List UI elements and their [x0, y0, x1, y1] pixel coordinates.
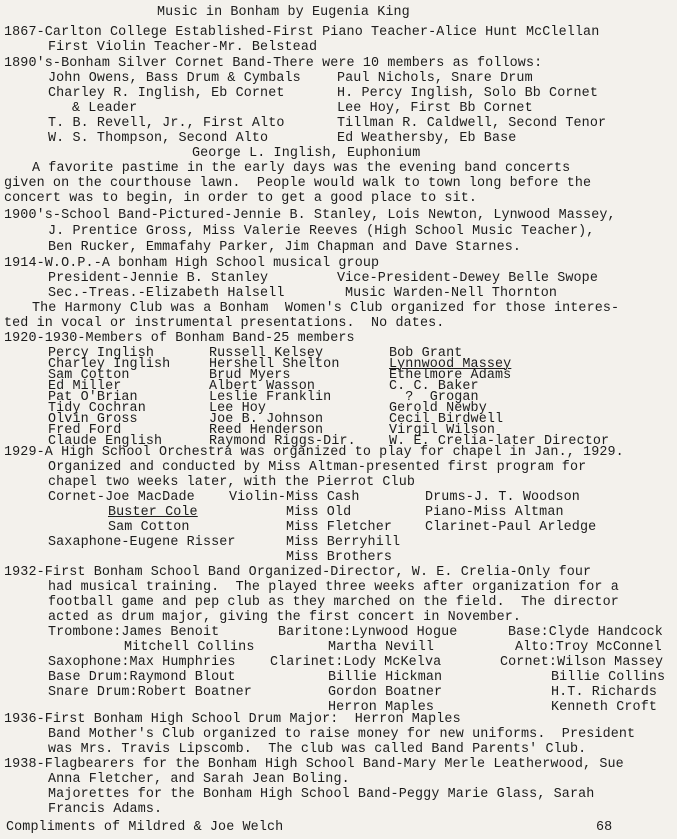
entry-1938-line: Majorettes for the Bonham High School Band-Peggy Marie Glass, Sarah: [48, 787, 595, 802]
entry-1920-heading: 1920-1930-Members of Bonham Band-25 members: [4, 331, 355, 346]
band-member: Pat O'Brian: [48, 390, 138, 405]
entry-1914-heading: 1914-W.O.P.-A bonham High School musical group: [4, 256, 380, 271]
band-member: Clarinet:Lody McKelva: [270, 655, 442, 670]
band-member: Virgil Wilson: [389, 423, 496, 438]
band-member: Percy Inglish: [48, 346, 155, 361]
band-member: Albert Wasson: [209, 379, 316, 394]
band-member-right: Ed Weathersby, Eb Base: [337, 131, 517, 146]
band-member-right: H. Percy Inglish, Solo Bb Cornet: [337, 86, 598, 101]
entry-1938-line: 1938-Flagbearers for the Bonham High School Band-Mary Merle Leatherwood, Sue: [4, 757, 624, 772]
band-member-left: W. S. Thompson, Second Alto: [48, 131, 269, 146]
band-member: Leslie Franklin: [209, 390, 332, 405]
page-number: 68: [596, 820, 613, 835]
band-member-left: Charley R. Inglish, Eb Cornet: [48, 86, 285, 101]
band-member-center: George L. Inglish, Euphonium: [192, 146, 421, 161]
band-member-left: & Leader: [72, 101, 138, 116]
orchestra-member: Piano-Miss Altman: [425, 505, 564, 520]
band-member: Brud Myers: [209, 368, 291, 383]
band-member-right: Paul Nichols, Snare Drum: [337, 71, 533, 86]
orchestra-member: Drums-J. T. Woodson: [425, 490, 580, 505]
band-member: Alto:Troy McConnel: [515, 640, 662, 655]
entry-1932-line: 1932-First Bonham School Band Organized-Director, W. E. Crelia-Only four: [4, 565, 592, 580]
band-member: Billie Collins: [551, 670, 666, 685]
entry-1900-line: J. Prentice Gross, Miss Valerie Reeves (High School Music Teacher),: [48, 224, 595, 239]
orchestra-member: Buster Cole: [108, 505, 198, 520]
entry-1890-heading: 1890's-Bonham Silver Cornet Band-There were 10 members as follows:: [4, 56, 543, 71]
entry-1938-line: Anna Fletcher, and Sarah Jean Boling.: [48, 772, 350, 787]
band-member: Gerold Newby: [389, 401, 487, 416]
band-member: ? Grogan: [389, 390, 479, 405]
band-member: Martha Nevill: [328, 640, 435, 655]
band-member: Cornet:Wilson Massey: [500, 655, 664, 670]
band-member: Joe B. Johnson: [209, 412, 324, 427]
band-member-right: Tillman R. Caldwell, Second Tenor: [337, 116, 607, 131]
orchestra-member: Saxaphone-Eugene Risser: [48, 535, 236, 550]
entry-1938-line: Francis Adams.: [48, 802, 163, 817]
entry-1932-line: football game and pep club as they marched on the field. The director: [48, 595, 619, 610]
paragraph-line: chapel two weeks later, with the Pierrot Club: [48, 475, 416, 490]
band-member: C. C. Baker: [389, 379, 479, 394]
entry-1900-line: Ben Rucker, Emmafahy Parker, Jim Chapman and Dave Starnes.: [48, 240, 522, 255]
orchestra-member: Violin-Miss Cash: [229, 490, 360, 505]
orchestra-member: Miss Old: [286, 505, 352, 520]
band-member: Trombone:James Benoit: [48, 625, 220, 640]
band-member-right: Lee Hoy, First Bb Cornet: [337, 101, 533, 116]
orchestra-member: Clarinet-Paul Arledge: [425, 520, 597, 535]
band-member: Claude English: [48, 434, 163, 449]
band-member: Billie Hickman: [328, 670, 443, 685]
paragraph-line: concert was to begin, in order to get a good place to sit.: [4, 191, 478, 206]
band-member: W. E. Crelia-later Director: [389, 434, 610, 449]
band-member-left: T. B. Revell, Jr., First Alto: [48, 116, 285, 131]
band-member: Olvin Gross: [48, 412, 138, 427]
band-member: Ed Miller: [48, 379, 122, 394]
officer: Music Warden-Nell Thornton: [345, 286, 558, 301]
band-member: Mitchell Collins: [124, 640, 255, 655]
band-member: Cecil Birdwell: [389, 412, 504, 427]
entry-1867-line: 1867-Carlton College Established-First Piano Teacher-Alice Hunt McClellan: [4, 25, 600, 40]
paragraph-line: Organized and conducted by Miss Altman-presented first program for: [48, 460, 587, 475]
band-member: Ethelmore Adams: [389, 368, 512, 383]
entry-1929-heading: 1929-A High School Orchestra was organized to play for chapel in Jan., 1929.: [4, 445, 624, 460]
band-member-left: John Owens, Bass Drum & Cymbals: [48, 71, 301, 86]
officer: President-Jennie B. Stanley: [48, 271, 269, 286]
orchestra-member: Miss Brothers: [286, 550, 393, 565]
band-member: Russell Kelsey: [209, 346, 324, 361]
entry-1936-line: 1936-First Bonham High School Drum Major: Herron Maples: [4, 712, 461, 727]
footer-compliments: Compliments of Mildred & Joe Welch: [6, 820, 284, 835]
band-member: Hershell Shelton: [209, 357, 340, 372]
band-member: Saxophone:Max Humphries: [48, 655, 236, 670]
orchestra-member: Miss Berryhill: [286, 535, 401, 550]
band-member: Charley Inglish: [48, 357, 171, 372]
orchestra-member: Cornet-Joe MacDade: [48, 490, 195, 505]
band-member: Gordon Boatner: [328, 685, 443, 700]
band-member: Baritone:Lynwood Hogue: [278, 625, 458, 640]
band-member: Reed Henderson: [209, 423, 324, 438]
band-member: Tidy Cochran: [48, 401, 146, 416]
paragraph-line: A favorite pastime in the early days was the evening band concerts: [32, 161, 571, 176]
paragraph-line: given on the courthouse lawn. People would walk to town long before the: [4, 176, 592, 191]
band-member: Herron Maples: [328, 700, 435, 715]
entry-1867-line: First Violin Teacher-Mr. Belstead: [48, 40, 318, 55]
officer: Sec.-Treas.-Elizabeth Halsell: [48, 286, 285, 301]
entry-1932-line: acted as drum major, giving the first concert in November.: [48, 610, 522, 625]
band-member: Sam Cotton: [48, 368, 130, 383]
entry-1936-line: was Mrs. Travis Lipscomb. The club was called Band Parents' Club.: [48, 742, 587, 757]
band-member: Kenneth Croft: [551, 700, 658, 715]
band-member: H.T. Richards: [551, 685, 658, 700]
band-member: Base Drum:Raymond Blout: [48, 670, 236, 685]
entry-1932-line: had musical training. The played three weeks after organization for a: [48, 580, 619, 595]
band-member: Lee Hoy: [209, 401, 267, 416]
officer: Vice-President-Dewey Belle Swope: [337, 271, 598, 286]
paragraph-line: ted in vocal or instrumental presentations. No dates.: [4, 316, 445, 331]
orchestra-member: Sam Cotton: [108, 520, 190, 535]
band-member: Bob Grant: [389, 346, 463, 361]
band-member: Lynnwood Massey: [389, 357, 512, 372]
band-member: Fred Ford: [48, 423, 122, 438]
paragraph-line: The Harmony Club was a Bonham Women's Club organized for those interes-: [32, 301, 620, 316]
orchestra-member: Miss Fletcher: [286, 520, 393, 535]
band-member: Raymond Riggs-Dir.: [209, 434, 356, 449]
entry-1936-line: Band Mother's Club organized to raise money for new uniforms. President: [48, 727, 636, 742]
band-member: Base:Clyde Handcock: [508, 625, 663, 640]
page-title: Music in Bonham by Eugenia King: [157, 5, 410, 20]
entry-1900-line: 1900's-School Band-Pictured-Jennie B. Stanley, Lois Newton, Lynwood Massey,: [4, 208, 616, 223]
band-member: Snare Drum:Robert Boatner: [48, 685, 252, 700]
